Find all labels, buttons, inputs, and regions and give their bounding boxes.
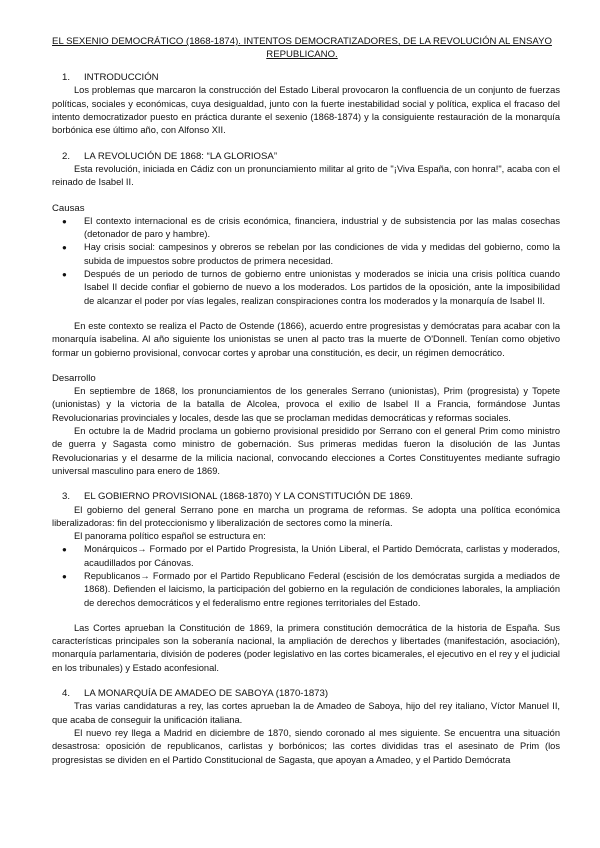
bullet-icon: ● [62, 270, 67, 280]
document-title: EL SEXENIO DEMOCRÁTICO (1868-1874). INTENTOS DEMOCRATIZADORES, DE LA REVOLUCIÓN AL ENSAYO REPUBLICANO. [52, 36, 552, 60]
section-1-title: INTRODUCCIÓN [84, 72, 159, 84]
bullet-icon: ● [62, 571, 67, 581]
section-3-paragraph-2: El panorama político español se estructura en: [74, 531, 266, 542]
section-4-paragraph-2: El nuevo rey llega a Madrid en diciembre de 1870, siendo coronado al mes siguiente. Se encuentra una situación desastrosa: oposición de republicanos, carlistas y borbónicos; las cortes divididas tras el asesinato de Prim (los progresistas se dividen en el Partido Constitucional de Sagasta, que apoyan a Amadeo, y el Partido Demócrata [52, 727, 560, 765]
section-3-title: EL GOBIERNO PROVISIONAL (1868-1870) Y LA CONSTITUCIÓN DE 1869. [84, 491, 413, 503]
list-item: ● Republicanos→ Formado por el Partido Republicano Federal (escisión de los demócratas surgida a mediados de 1868). Defienden el laicismo, la participación del gobierno en la regulación de condiciones laborales, la ampliación de derechos democráticos y el federalismo entre regiones territoriales del Estado. [62, 570, 560, 608]
bullet-icon: ● [62, 545, 67, 555]
list-item: ● Hay crisis social: campesinos y obreros se rebelan por las condiciones de vida y medidas del gobierno, como la subida de impuestos sobre productos de primera necesidad. [62, 242, 560, 266]
section-4-paragraph-1: Tras varias candidaturas a rey, las cortes aprueban la de Amadeo de Saboya, hijo del rey italiano, Víctor Manuel II, que acaba de conseguir la unificación italiana. [52, 701, 560, 725]
desarrollo-label: Desarrollo [52, 372, 96, 384]
section-2-number: 2. [62, 150, 71, 162]
section-3-heading [62, 490, 560, 503]
panorama-list [52, 543, 560, 609]
bullet-icon: ● [62, 243, 67, 253]
list-item: ● Después de un periodo de turnos de gobierno entre unionistas y moderados se inicia una crisis política cuando Isabel II decide confiar el gobierno de nuevo a los moderados. Los partidos de la oposición, ante la imposibilidad de alcanzar el poder por vías legales, realizan conspiraciones contra los moderados y la monarquía de Isabel II. [62, 269, 560, 306]
section-2-title: LA REVOLUCIÓN DE 1868: “LA GLORIOSA” [84, 150, 278, 162]
causas-label: Causas [52, 202, 85, 214]
desarrollo-paragraph-1: En septiembre de 1868, los pronunciamientos de los generales Serrano (unionistas), Prim (progresista) y Topete (unionistas) y la victoria de la batalla de Alcolea, provoca el exilio de Isabel II a Francia, formándose Juntas Revolucionarias provinciales y locales, desde las que se proclaman medidas democráticas y reformas sociales. [52, 386, 560, 423]
section-4-number: 4. [62, 688, 71, 700]
list-item: ● El contexto internacional es de crisis económica, financiera, industrial y de subsistencia por las malas cosechas (detonador de paro y hambre). [62, 215, 560, 240]
section-1-heading [62, 71, 560, 84]
section-3-closing: Las Cortes aprueban la Constitución de 1869, la primera constitución democrática de la historia de España. Sus características principales son la soberanía nacional, la ampliación de derechos y libertades (manifestación, asociación), monarquía parlamentaria, división de poderes (poder legislativo en las cortes bicamerales, el ejecutivo en el rey y el judicial en los tribunales) y Estado aconfesional. [52, 622, 560, 673]
section-1-paragraph: Los problemas que marcaron la construcción del Estado Liberal provocaron la confluencia de un conjunto de fuerzas políticas, sociales y económicas, cuya desigualdad, junto con la fuerte inestabilidad social y política, explica el fracaso del intento democratizador puesto en práctica durante el sexenio (1868-1874) y la consiguiente restauración de la monarquía borbónica ese último año, con Alfonso XII. [52, 85, 560, 136]
bullet-icon: ● [62, 216, 67, 226]
section-4-heading [62, 687, 560, 700]
desarrollo-paragraph-2: En octubre la de Madrid proclama un gobierno provisional presidido por Serrano con el general Prim como ministro de guerra y Sagasta como ministro de gobernación. Sus primeras medidas fueron la disolución de las Juntas Revolucionarias y el desarme de la milicia nacional, convocando elecciones a Cortes Constituyentes mediante sufragio universal masculino para enero de 1869. [52, 426, 560, 476]
section-2-intro: Esta revolución, iniciada en Cádiz con un pronunciamiento militar al grito de "¡Viva España, con honra!", acaba con el reinado de Isabel II. [52, 163, 560, 188]
section-1-number: 1. [62, 72, 71, 84]
section-3-number: 3. [62, 491, 71, 503]
causas-list [52, 215, 560, 308]
section-3-paragraph-1: El gobierno del general Serrano pone en marcha un programa de reformas. Se adopta una política económica liberalizadoras: fin del proteccionismo y liberalización de sectores como la minería. [52, 504, 560, 528]
section-2-heading [62, 150, 560, 163]
section-4-title: LA MONARQUÍA DE AMADEO DE SABOYA (1870-1873) [84, 688, 329, 700]
context-paragraph: En este contexto se realiza el Pacto de Ostende (1866), acuerdo entre progresistas y demócratas para acabar con la monarquía isabelina. Al año siguiente los unionistas se unen al pacto tras la muerte de O'Donnell. Tenían como objetivo formar un gobierno provisional, convocar cortes y aprobar una constitución, es decir, un régimen democrático. [52, 320, 560, 358]
list-item: ● Monárquicos→ Formado por el Partido Progresista, la Unión Liberal, el Partido Demócrata, carlistas y moderados, acaudillados por Cánovas. [62, 544, 560, 568]
